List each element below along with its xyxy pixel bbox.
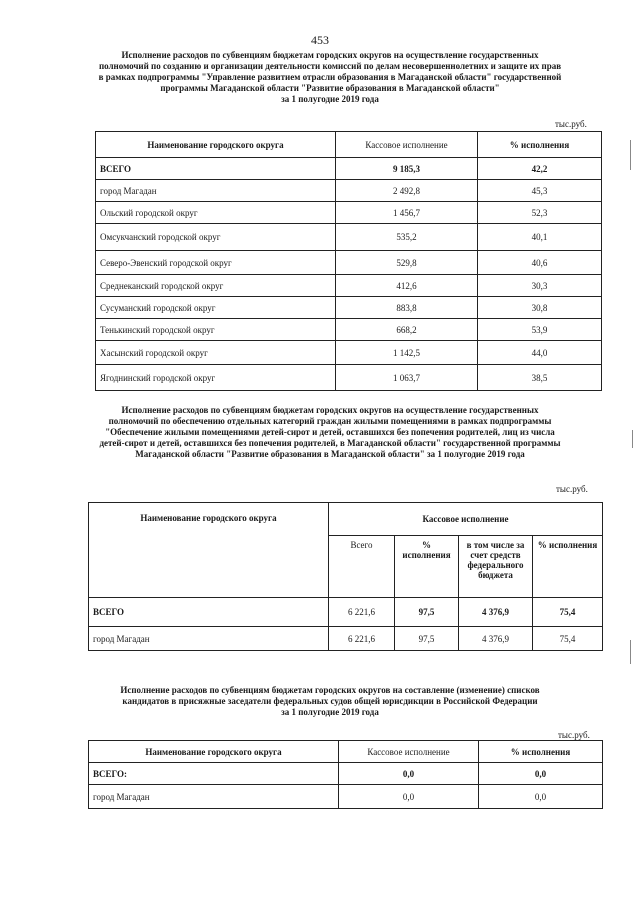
title-line: Магаданской области "Развитие образования в Магаданской области" за 1 полугодие 2019 года bbox=[135, 449, 525, 459]
execution-percent: 97,5 bbox=[395, 598, 459, 627]
table-row bbox=[96, 202, 602, 224]
title-line: полномочий по созданию и организации деятельности комиссий по делам несовершеннолетних и защите их прав bbox=[98, 61, 562, 71]
table-row bbox=[96, 365, 602, 391]
column-header: % исполнения bbox=[533, 536, 603, 598]
unit-label: тыс.руб. bbox=[556, 484, 588, 494]
table-row bbox=[89, 763, 603, 785]
execution-percent: 30,3 bbox=[478, 275, 602, 297]
execution-percent: 0,0 bbox=[479, 763, 603, 785]
district-name: Среднеканский городской округ bbox=[96, 275, 336, 297]
unit-label: тыс.руб. bbox=[558, 730, 590, 740]
district-name: Сусуманский городской округ bbox=[96, 297, 336, 319]
title-line: за 1 полугодие 2019 года bbox=[281, 707, 379, 717]
table-header-row bbox=[96, 132, 602, 158]
table-row bbox=[96, 319, 602, 341]
column-header: Наименование городского округа bbox=[89, 741, 339, 763]
section1-title bbox=[80, 50, 580, 105]
table-header-row bbox=[89, 741, 603, 763]
execution-percent: 30,8 bbox=[478, 297, 602, 319]
execution-percent: 40,1 bbox=[478, 224, 602, 251]
district-name: город Магадан bbox=[96, 180, 336, 202]
column-header: % исполнения bbox=[479, 741, 603, 763]
title-line: Исполнение расходов по субвенциям бюджетам городских округов на осуществление государственных bbox=[121, 50, 539, 60]
section1-table bbox=[95, 131, 602, 391]
title-line: кандидатов в присяжные заседатели федеральных судов общей юрисдикции в Российской Федерации bbox=[122, 696, 538, 706]
title-line: "Обеспечение жилыми помещениями детей-сирот и детей, оставшихся без попечения родителей, лиц из числа bbox=[105, 427, 555, 437]
cash-execution: 412,6 bbox=[336, 275, 478, 297]
section2-title bbox=[75, 405, 585, 460]
federal-execution-percent: 75,4 bbox=[533, 627, 603, 651]
district-name: Северо-Эвенский городской округ bbox=[96, 251, 336, 275]
table-row bbox=[96, 224, 602, 251]
title-line: Исполнение расходов по субвенциям бюджетам городских округов на составление (изменение) списков bbox=[120, 685, 540, 695]
column-header: Всего bbox=[329, 536, 395, 598]
column-header: Кассовое исполнение bbox=[336, 132, 478, 158]
title-line: за 1 полугодие 2019 года bbox=[281, 94, 379, 104]
table-row bbox=[96, 251, 602, 275]
table-row bbox=[96, 341, 602, 365]
district-name: ВСЕГО: bbox=[89, 763, 339, 785]
scan-edge-mark bbox=[630, 140, 631, 170]
title-line: Исполнение расходов по субвенциям бюджетам городских округов на осуществление государственных bbox=[121, 405, 539, 415]
title-line: в рамках подпрограммы "Управление развитием отрасли образования в Магаданской области" государственной bbox=[98, 72, 562, 82]
cash-execution: 535,2 bbox=[336, 224, 478, 251]
district-name: ВСЕГО bbox=[89, 598, 329, 627]
cash-execution: 1 142,5 bbox=[336, 341, 478, 365]
district-name: Ягоднинский городской округ bbox=[96, 365, 336, 391]
district-name: Ольский городской округ bbox=[96, 202, 336, 224]
execution-percent: 45,3 bbox=[478, 180, 602, 202]
scan-edge-mark bbox=[630, 640, 631, 664]
table-row bbox=[96, 158, 602, 180]
column-header: % исполнения bbox=[395, 536, 459, 598]
execution-percent: 97,5 bbox=[395, 627, 459, 651]
execution-percent: 42,2 bbox=[478, 158, 602, 180]
district-name: Тенькинский городской округ bbox=[96, 319, 336, 341]
section2-table bbox=[88, 502, 603, 651]
cash-execution: 2 492,8 bbox=[336, 180, 478, 202]
district-name: Хасынский городской округ bbox=[96, 341, 336, 365]
table-row bbox=[96, 297, 602, 319]
table-row bbox=[89, 785, 603, 809]
cash-execution: 1 456,7 bbox=[336, 202, 478, 224]
cash-execution: 0,0 bbox=[339, 763, 479, 785]
federal-execution-percent: 75,4 bbox=[533, 598, 603, 627]
federal-budget-amount: 4 376,9 bbox=[459, 598, 533, 627]
unit-label: тыс.руб. bbox=[555, 119, 587, 129]
section3-title bbox=[80, 685, 580, 718]
column-header: Кассовое исполнение bbox=[339, 741, 479, 763]
district-name: Омсукчанский городской округ bbox=[96, 224, 336, 251]
execution-percent: 44,0 bbox=[478, 341, 602, 365]
title-line: полномочий по обеспечению отдельных категорий граждан жилыми помещениями в рамках подпрограммы bbox=[108, 416, 552, 426]
table-row bbox=[96, 275, 602, 297]
cash-execution: 0,0 bbox=[339, 785, 479, 809]
cash-execution: 529,8 bbox=[336, 251, 478, 275]
cash-execution: 668,2 bbox=[336, 319, 478, 341]
district-name: город Магадан bbox=[89, 627, 329, 651]
table-header-row bbox=[89, 503, 603, 536]
cash-execution: 9 185,3 bbox=[336, 158, 478, 180]
table-row bbox=[96, 180, 602, 202]
district-name: город Магадан bbox=[89, 785, 339, 809]
section3-table bbox=[88, 740, 603, 809]
district-name: ВСЕГО bbox=[96, 158, 336, 180]
execution-percent: 53,9 bbox=[478, 319, 602, 341]
execution-percent: 0,0 bbox=[479, 785, 603, 809]
column-header: % исполнения bbox=[478, 132, 602, 158]
cash-execution: 883,8 bbox=[336, 297, 478, 319]
column-header: Наименование городского округа bbox=[89, 503, 329, 598]
column-header: Наименование городского округа bbox=[96, 132, 336, 158]
cash-execution: 1 063,7 bbox=[336, 365, 478, 391]
execution-percent: 40,6 bbox=[478, 251, 602, 275]
execution-percent: 52,3 bbox=[478, 202, 602, 224]
column-header: Кассовое исполнение bbox=[329, 503, 603, 536]
scan-edge-mark bbox=[632, 430, 633, 448]
cash-execution-total: 6 221,6 bbox=[329, 627, 395, 651]
title-line: программы Магаданской области "Развитие образования в Магаданской области" bbox=[160, 83, 500, 93]
page-number: 453 bbox=[311, 33, 329, 47]
column-header: в том числе за счет средств федерального бюджета bbox=[459, 536, 533, 598]
federal-budget-amount: 4 376,9 bbox=[459, 627, 533, 651]
cash-execution-total: 6 221,6 bbox=[329, 598, 395, 627]
execution-percent: 38,5 bbox=[478, 365, 602, 391]
table-row bbox=[89, 627, 603, 651]
table-row bbox=[89, 598, 603, 627]
title-line: детей-сирот и детей, оставшихся без попечения родителей, в Магаданской области" государственной программы bbox=[99, 438, 561, 448]
